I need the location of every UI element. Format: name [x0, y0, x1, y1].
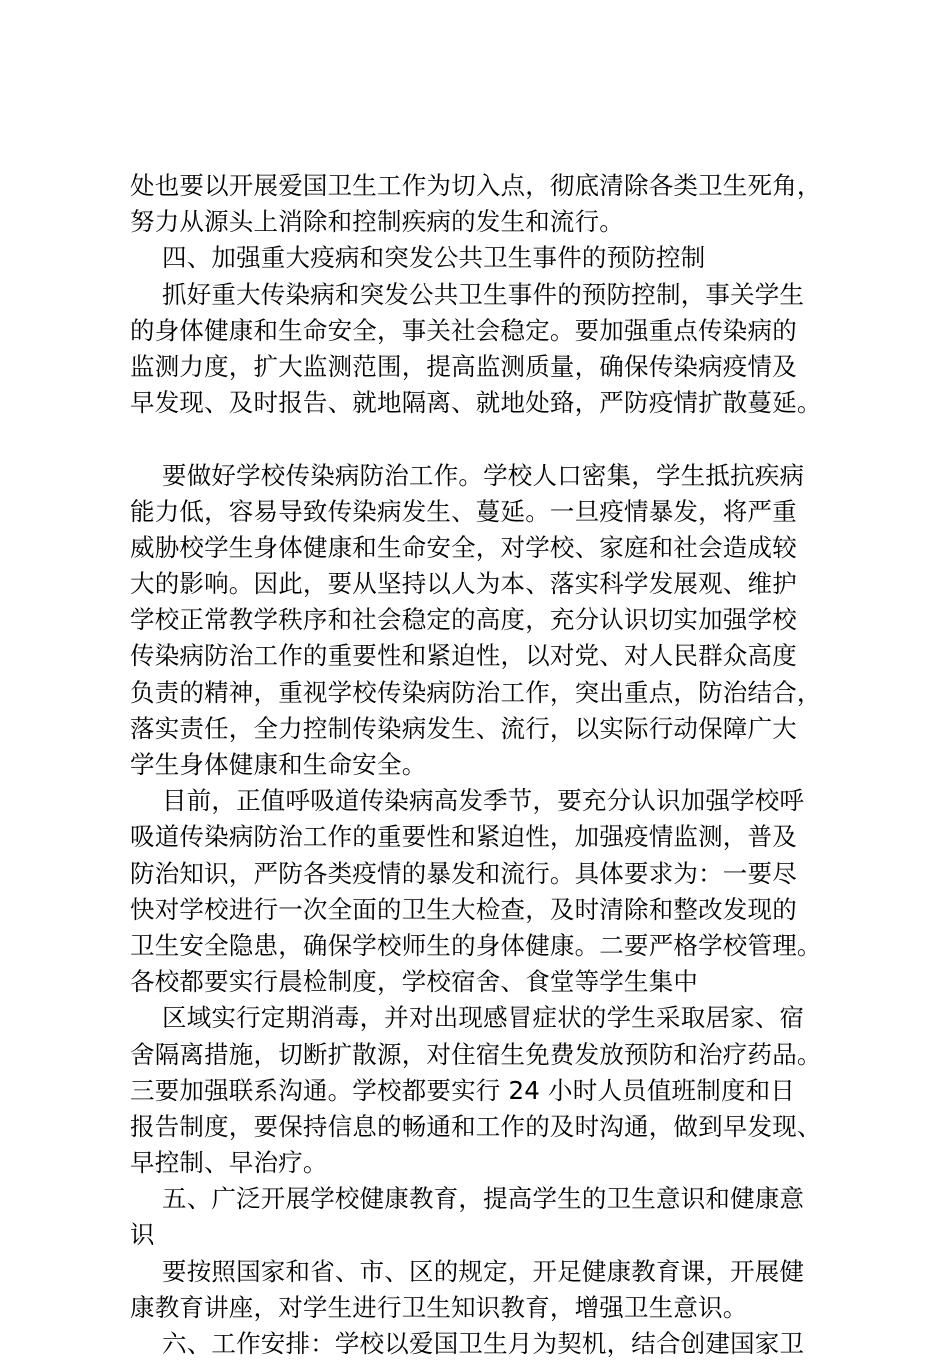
text-line: 威胁校学生身体健康和生命安全，对学校、家庭和社会造成较: [130, 532, 797, 562]
text-line: 传染病防治工作的重要性和紧迫性，以对党、对人民群众高度: [130, 641, 797, 671]
text-line: 三要加强联系沟通。学校都要实行 24 小时人员值班制度和日: [130, 1075, 796, 1105]
text-line: 要做好学校传染病防治工作。学校人口密集，学生抵抗疾病: [162, 460, 805, 490]
text-line: 快对学校进行一次全面的卫生大检查，及时清除和整改发现的: [130, 894, 797, 924]
text-line: 学校正常教学秩序和社会稳定的高度，充分认识切实加强学校: [130, 605, 797, 635]
text-line: 努力从源头上消除和控制疾病的发生和流行。: [130, 207, 624, 237]
text-line: 能力低，容易导致传染病发生、蔓延。一旦疫情暴发，将严重: [130, 496, 797, 526]
paragraph-gap: [130, 421, 830, 457]
document-body: [130, 168, 830, 1362]
text-line: 监测力度，扩大监测范围，提高监测质量，确保传染病疫情及: [130, 351, 797, 381]
text-line: 的身体健康和生命安全，事关社会稳定。要加强重点传染病的: [130, 315, 797, 345]
section-heading-4: 四、加强重大疫病和突发公共卫生事件的预防控制: [162, 243, 706, 273]
text-line: 吸道传染病防治工作的重要性和紧迫性，加强疫情监测，普及: [130, 822, 797, 852]
text-line: 早发现、及时报告、就地隔离、就地处臵，严防疫情扩散蔓延。: [130, 388, 822, 418]
section-heading-6: 六、工作安排：学校以爱国卫生月为契机，结合创建国家卫: [162, 1329, 805, 1358]
text-line: 目前，正值呼吸道传染病高发季节，要充分认识加强学校呼: [162, 786, 805, 816]
section-heading-5: 五、广泛开展学校健康教育，提高学生的卫生意识和健康意: [162, 1184, 805, 1214]
text-line: 学生身体健康和生命安全。: [130, 750, 427, 779]
text-line: 早控制、早治疗。: [130, 1148, 328, 1178]
text-line: 防治知识，严防各类疫情的暴发和流行。具体要求为：一要尽: [130, 858, 797, 888]
text-line: 区域实行定期消毒，并对出现感冒症状的学生采取居家、宿: [162, 1003, 805, 1033]
text-line: 各校都要实行晨检制度，学校宿舍、食堂等学生集中: [130, 967, 699, 997]
text-line: 舍隔离措施，切断扩散源，对住宿生免费发放预防和治疗药品。: [130, 1039, 822, 1069]
text-line: 识: [130, 1220, 155, 1250]
text-line: 大的影响。因此，要从坚持以人为本、落实科学发展观、维护: [130, 569, 797, 599]
text-line: 要按照国家和省、市、区的规定，开足健康教育课，开展健: [162, 1256, 805, 1286]
text-line: 康教育讲座，对学生进行卫生知识教育，增强卫生意识。: [130, 1292, 748, 1322]
text-line: 负责的精神，重视学校传染病防治工作，突出重点，防治结合，: [130, 677, 822, 707]
text-line: 处也要以开展爱国卫生工作为切入点，彻底清除各类卫生死角，: [130, 171, 822, 200]
text-line: 报告制度，要保持信息的畅通和工作的及时沟通，做到早发现、: [130, 1111, 822, 1141]
text-line: 卫生安全隐患，确保学校师生的身体健康。二要严格学校管理。: [130, 930, 822, 960]
text-line: 落实责任，全力控制传染病发生、流行，以实际行动保障广大: [130, 713, 797, 743]
text-line: 抓好重大传染病和突发公共卫生事件的预防控制，事关学生: [162, 279, 805, 309]
